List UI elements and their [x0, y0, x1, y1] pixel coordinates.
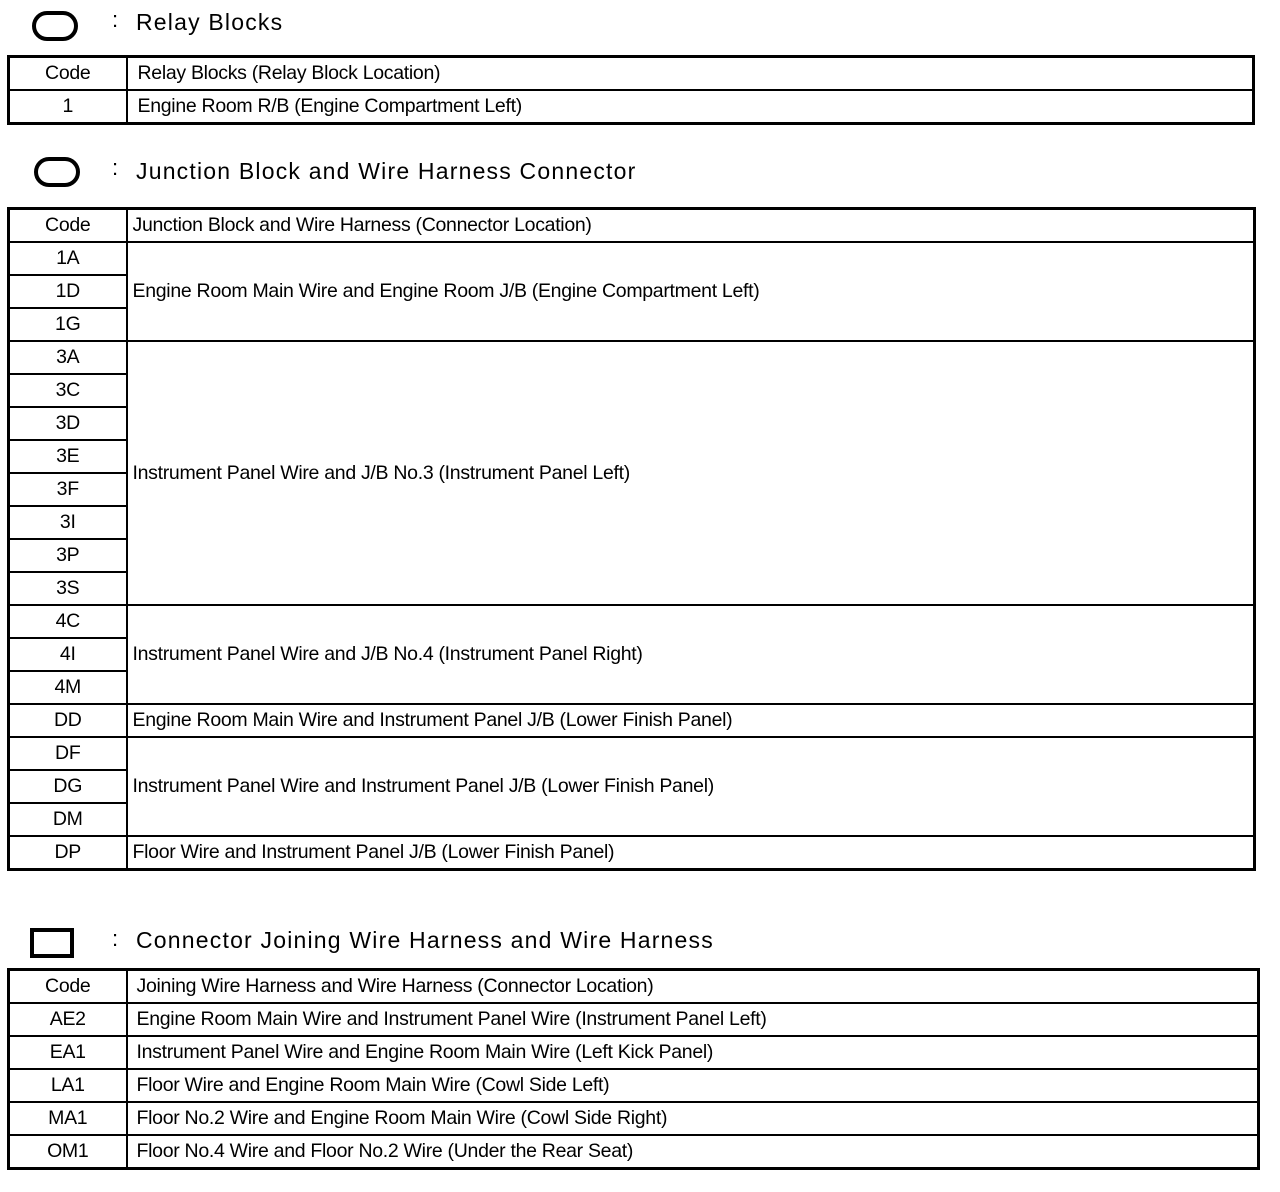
- code-cell: 1D: [9, 275, 127, 308]
- column-header-location: Junction Block and Wire Harness (Connector Location): [127, 209, 1255, 243]
- table-row: [9, 1003, 1259, 1036]
- code-cell: 1G: [9, 308, 127, 341]
- connector-joining-table: [7, 968, 1260, 1170]
- section-title: Connector Joining Wire Harness and Wire Harness: [136, 927, 714, 953]
- location-cell: Engine Room R/B (Engine Compartment Left): [127, 90, 1254, 124]
- square-icon: [30, 928, 74, 958]
- code-cell: DF: [9, 737, 127, 770]
- table-row: [9, 1036, 1259, 1069]
- table-row: [9, 1102, 1259, 1135]
- location-cell: Instrument Panel Wire and J/B No.4 (Instrument Panel Right): [127, 605, 1255, 704]
- code-cell: MA1: [9, 1102, 127, 1135]
- location-cell: Engine Room Main Wire and Engine Room J/B (Engine Compartment Left): [127, 242, 1255, 341]
- code-cell: DD: [9, 704, 127, 737]
- table-row: [9, 605, 1255, 638]
- relay-blocks-table: [7, 55, 1255, 125]
- table-row: [9, 242, 1255, 275]
- code-cell: DM: [9, 803, 127, 836]
- location-cell: Instrument Panel Wire and Engine Room Main Wire (Left Kick Panel): [127, 1036, 1259, 1069]
- section-colon: :: [112, 7, 119, 32]
- code-cell: 1: [9, 90, 127, 124]
- code-cell: 3P: [9, 539, 127, 572]
- rounded-rectangle-icon: [32, 11, 78, 41]
- location-cell: Floor No.2 Wire and Engine Room Main Wire (Cowl Side Right): [127, 1102, 1259, 1135]
- table-header-row: [9, 57, 1254, 91]
- code-cell: 3E: [9, 440, 127, 473]
- section-colon: :: [112, 926, 119, 951]
- column-header-code: Code: [9, 57, 127, 91]
- junction-block-table: [7, 207, 1256, 871]
- code-cell: 3D: [9, 407, 127, 440]
- location-cell: Floor Wire and Engine Room Main Wire (Cowl Side Left): [127, 1069, 1259, 1102]
- code-cell: LA1: [9, 1069, 127, 1102]
- column-header-location: Joining Wire Harness and Wire Harness (Connector Location): [127, 970, 1259, 1004]
- table-row: [9, 341, 1255, 374]
- code-cell: 3I: [9, 506, 127, 539]
- code-cell: 4M: [9, 671, 127, 704]
- section-title: Relay Blocks: [136, 9, 284, 35]
- code-cell: 4C: [9, 605, 127, 638]
- code-cell: 1A: [9, 242, 127, 275]
- column-header-code: Code: [9, 209, 127, 243]
- code-cell: EA1: [9, 1036, 127, 1069]
- code-cell: OM1: [9, 1135, 127, 1169]
- code-cell: 3S: [9, 572, 127, 605]
- section-colon: :: [112, 155, 119, 180]
- column-header-code: Code: [9, 970, 127, 1004]
- location-cell: Engine Room Main Wire and Instrument Panel J/B (Lower Finish Panel): [127, 704, 1255, 737]
- code-cell: AE2: [9, 1003, 127, 1036]
- table-row: [9, 1135, 1259, 1169]
- code-cell: DG: [9, 770, 127, 803]
- table-row: [9, 836, 1255, 870]
- section-title: Junction Block and Wire Harness Connector: [136, 158, 637, 184]
- rounded-rectangle-icon: [34, 157, 80, 187]
- code-cell: 3C: [9, 374, 127, 407]
- table-row: [9, 737, 1255, 770]
- location-cell: Instrument Panel Wire and Instrument Panel J/B (Lower Finish Panel): [127, 737, 1255, 836]
- table-row: [9, 704, 1255, 737]
- location-cell: Engine Room Main Wire and Instrument Panel Wire (Instrument Panel Left): [127, 1003, 1259, 1036]
- location-cell: Instrument Panel Wire and J/B No.3 (Instrument Panel Left): [127, 341, 1255, 605]
- code-cell: 3A: [9, 341, 127, 374]
- table-row: [9, 90, 1254, 124]
- column-header-location: Relay Blocks (Relay Block Location): [127, 57, 1254, 91]
- code-cell: 3F: [9, 473, 127, 506]
- table-row: [9, 1069, 1259, 1102]
- location-cell: Floor Wire and Instrument Panel J/B (Lower Finish Panel): [127, 836, 1255, 870]
- code-cell: DP: [9, 836, 127, 870]
- table-header-row: [9, 209, 1255, 243]
- location-cell: Floor No.4 Wire and Floor No.2 Wire (Under the Rear Seat): [127, 1135, 1259, 1169]
- table-header-row: [9, 970, 1259, 1004]
- code-cell: 4I: [9, 638, 127, 671]
